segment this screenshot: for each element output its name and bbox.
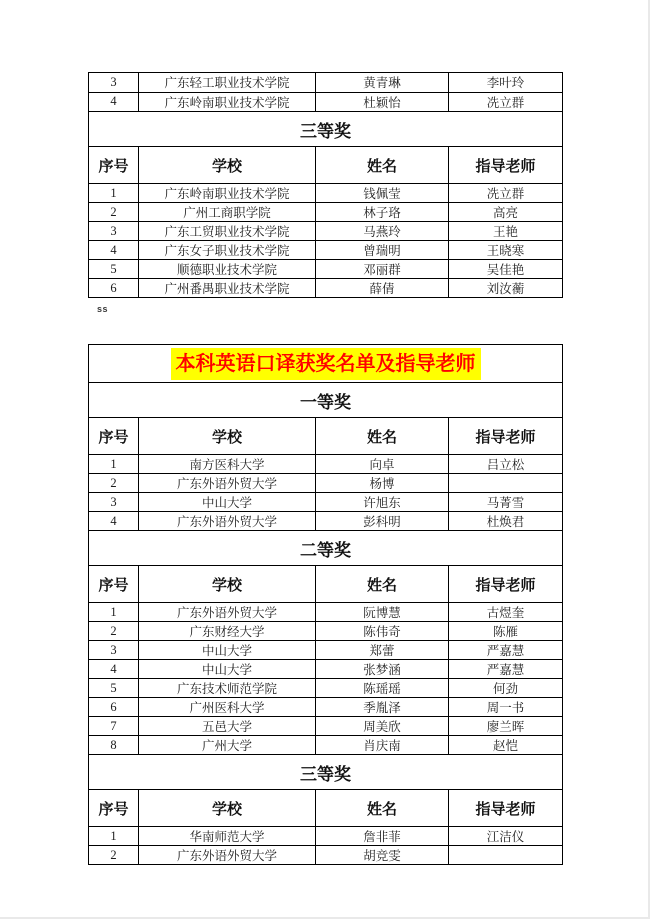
table-row <box>89 698 563 717</box>
student-name-cell: 马燕玲 <box>316 222 449 241</box>
row-number-cell: 3 <box>89 73 139 93</box>
table-row <box>89 827 563 846</box>
advisor-cell: 陈雁 <box>449 622 563 641</box>
advisor-cell: 冼立群 <box>449 184 563 203</box>
student-name-cell: 肖庆南 <box>316 736 449 755</box>
table-row <box>89 641 563 660</box>
school-cell: 广东工贸职业技术学院 <box>139 222 316 241</box>
col-header-name: 姓名 <box>316 418 449 455</box>
row-number-cell: 2 <box>89 622 139 641</box>
school-cell: 中山大学 <box>139 660 316 679</box>
table-row <box>89 279 563 298</box>
prize-section-row <box>89 755 563 790</box>
row-number-cell: 4 <box>89 512 139 531</box>
student-name-cell: 彭科明 <box>316 512 449 531</box>
advisor-cell: 吴佳艳 <box>449 260 563 279</box>
row-number-cell: 5 <box>89 260 139 279</box>
table-row <box>89 512 563 531</box>
col-header-advisor: 指导老师 <box>449 566 563 603</box>
school-cell: 广东技术师范学院 <box>139 679 316 698</box>
advisor-cell <box>449 474 563 493</box>
row-number-cell: 4 <box>89 92 139 112</box>
col-header-advisor: 指导老师 <box>449 147 563 184</box>
table-row <box>89 717 563 736</box>
school-cell: 南方医科大学 <box>139 455 316 474</box>
table-title-row <box>89 345 563 383</box>
table-row <box>89 92 563 112</box>
table-row <box>89 203 563 222</box>
row-number-cell: 1 <box>89 455 139 474</box>
col-header-number: 序号 <box>89 566 139 603</box>
student-name-cell: 向卓 <box>316 455 449 474</box>
row-number-cell: 3 <box>89 222 139 241</box>
undergraduate-interpreting-awards-table <box>88 344 563 865</box>
student-name-cell: 邓丽群 <box>316 260 449 279</box>
student-name-cell: 杜颖怡 <box>316 92 449 112</box>
student-name-cell: 曾瑞明 <box>316 241 449 260</box>
student-name-cell: 张梦涵 <box>316 660 449 679</box>
row-number-cell: 2 <box>89 846 139 865</box>
school-cell: 广东外语外贸大学 <box>139 474 316 493</box>
col-header-advisor: 指导老师 <box>449 790 563 827</box>
school-cell: 广东外语外贸大学 <box>139 512 316 531</box>
advisor-cell: 廖兰晖 <box>449 717 563 736</box>
prize-section-row <box>89 531 563 566</box>
school-cell: 广州医科大学 <box>139 698 316 717</box>
student-name-cell: 阮博慧 <box>316 603 449 622</box>
col-header-number: 序号 <box>89 418 139 455</box>
col-header-school: 学校 <box>139 147 316 184</box>
advisor-cell: 高亮 <box>449 203 563 222</box>
student-name-cell: 杨博 <box>316 474 449 493</box>
advisor-cell: 赵恺 <box>449 736 563 755</box>
prize-section-row <box>89 383 563 418</box>
row-number-cell: 7 <box>89 717 139 736</box>
col-header-name: 姓名 <box>316 566 449 603</box>
row-number-cell: 5 <box>89 679 139 698</box>
col-header-school: 学校 <box>139 566 316 603</box>
table-row <box>89 241 563 260</box>
school-cell: 广东岭南职业技术学院 <box>139 92 316 112</box>
school-cell: 广东轻工职业技术学院 <box>139 73 316 93</box>
student-name-cell: 黄青琳 <box>316 73 449 93</box>
table-row <box>89 846 563 865</box>
school-cell: 五邑大学 <box>139 717 316 736</box>
advisor-cell: 何劲 <box>449 679 563 698</box>
school-cell: 广州大学 <box>139 736 316 755</box>
school-cell: 顺德职业技术学院 <box>139 260 316 279</box>
school-cell: 华南师范大学 <box>139 827 316 846</box>
column-header-row <box>89 147 563 184</box>
table-row <box>89 474 563 493</box>
row-number-cell: 2 <box>89 203 139 222</box>
col-header-number: 序号 <box>89 147 139 184</box>
school-cell: 广东女子职业技术学院 <box>139 241 316 260</box>
row-number-cell: 4 <box>89 241 139 260</box>
school-cell: 中山大学 <box>139 493 316 512</box>
advisor-cell: 刘汝蘅 <box>449 279 563 298</box>
school-cell: 广东外语外贸大学 <box>139 846 316 865</box>
table-row <box>89 679 563 698</box>
prize-section-row <box>89 112 563 147</box>
table-row <box>89 184 563 203</box>
table-row <box>89 493 563 512</box>
school-cell: 广东财经大学 <box>139 622 316 641</box>
col-header-number: 序号 <box>89 790 139 827</box>
prize-section-label: 二等奖 <box>89 531 563 566</box>
student-name-cell: 陈瑶瑶 <box>316 679 449 698</box>
table-row <box>89 455 563 474</box>
advisor-cell: 严嘉慧 <box>449 641 563 660</box>
column-header-row <box>89 418 563 455</box>
table-row <box>89 660 563 679</box>
student-name-cell: 许旭东 <box>316 493 449 512</box>
prize-section-label: 三等奖 <box>89 755 563 790</box>
table-row <box>89 622 563 641</box>
student-name-cell: 胡竞雯 <box>316 846 449 865</box>
advisor-cell: 江洁仪 <box>449 827 563 846</box>
col-header-advisor: 指导老师 <box>449 418 563 455</box>
advisor-cell: 李叶玲 <box>449 73 563 93</box>
student-name-cell: 季胤泽 <box>316 698 449 717</box>
row-number-cell: 8 <box>89 736 139 755</box>
vocational-awards-table-continued <box>88 72 563 298</box>
school-cell: 广州番禺职业技术学院 <box>139 279 316 298</box>
student-name-cell: 周美欣 <box>316 717 449 736</box>
advisor-cell: 古煜奎 <box>449 603 563 622</box>
prize-section-label: 一等奖 <box>89 383 563 418</box>
stray-text: ss <box>97 304 109 314</box>
school-cell: 广州工商职学院 <box>139 203 316 222</box>
prize-section-label: 三等奖 <box>89 112 563 147</box>
student-name-cell: 陈伟奇 <box>316 622 449 641</box>
col-header-name: 姓名 <box>316 147 449 184</box>
advisor-cell: 杜焕君 <box>449 512 563 531</box>
table-row <box>89 736 563 755</box>
row-number-cell: 3 <box>89 493 139 512</box>
table-row <box>89 260 563 279</box>
table-row <box>89 603 563 622</box>
student-name-cell: 薛倩 <box>316 279 449 298</box>
table-title-cell <box>89 345 563 383</box>
table-row <box>89 222 563 241</box>
col-header-school: 学校 <box>139 418 316 455</box>
row-number-cell: 4 <box>89 660 139 679</box>
school-cell: 广东岭南职业技术学院 <box>139 184 316 203</box>
row-number-cell: 6 <box>89 698 139 717</box>
row-number-cell: 1 <box>89 827 139 846</box>
student-name-cell: 钱佩莹 <box>316 184 449 203</box>
row-number-cell: 2 <box>89 474 139 493</box>
column-header-row <box>89 790 563 827</box>
col-header-name: 姓名 <box>316 790 449 827</box>
advisor-cell <box>449 846 563 865</box>
table-title-highlight: 本科英语口译获奖名单及指导老师 <box>171 348 481 380</box>
row-number-cell: 1 <box>89 184 139 203</box>
school-cell: 广东外语外贸大学 <box>139 603 316 622</box>
student-name-cell: 林子珞 <box>316 203 449 222</box>
student-name-cell: 郑蕾 <box>316 641 449 660</box>
advisor-cell: 吕立松 <box>449 455 563 474</box>
advisor-cell: 冼立群 <box>449 92 563 112</box>
column-header-row <box>89 566 563 603</box>
row-number-cell: 6 <box>89 279 139 298</box>
advisor-cell: 周一书 <box>449 698 563 717</box>
advisor-cell: 严嘉慧 <box>449 660 563 679</box>
row-number-cell: 1 <box>89 603 139 622</box>
col-header-school: 学校 <box>139 790 316 827</box>
table-row <box>89 73 563 93</box>
advisor-cell: 王晓寒 <box>449 241 563 260</box>
row-number-cell: 3 <box>89 641 139 660</box>
advisor-cell: 马菁雪 <box>449 493 563 512</box>
school-cell: 中山大学 <box>139 641 316 660</box>
student-name-cell: 詹非菲 <box>316 827 449 846</box>
advisor-cell: 王艳 <box>449 222 563 241</box>
